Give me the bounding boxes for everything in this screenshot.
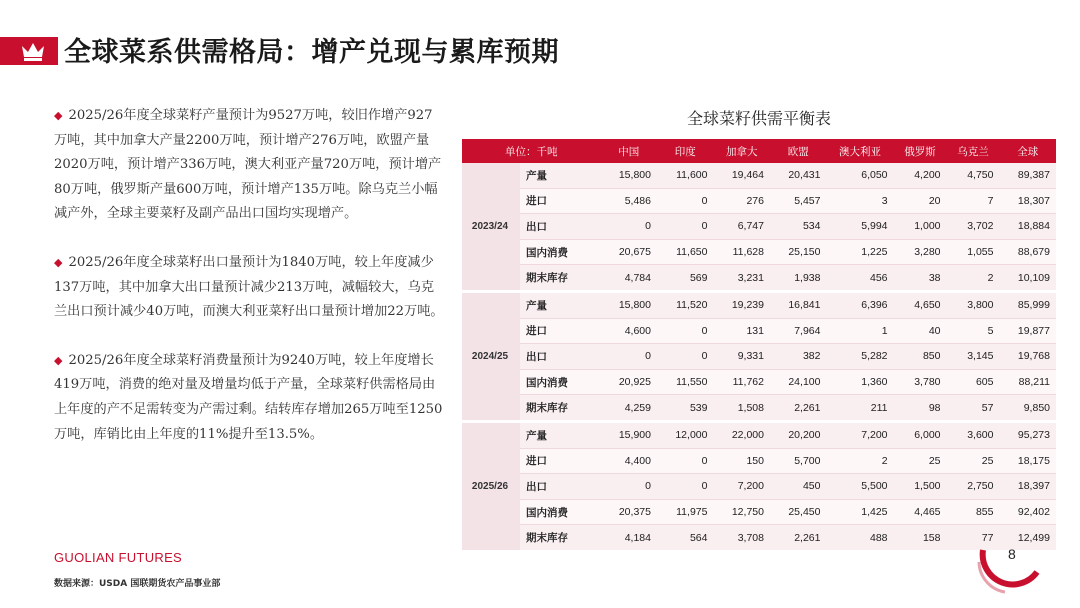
value-cell: 15,800 xyxy=(600,163,657,188)
value-cell: 9,850 xyxy=(999,395,1056,422)
value-cell: 11,762 xyxy=(713,369,770,395)
table-row xyxy=(462,421,1056,448)
value-cell: 3,145 xyxy=(947,344,1000,370)
value-cell: 3,231 xyxy=(713,265,770,292)
item-cell: 产量 xyxy=(520,421,600,448)
value-cell: 19,877 xyxy=(999,318,1056,344)
value-cell: 22,000 xyxy=(713,421,770,448)
table-row xyxy=(462,474,1056,500)
value-cell: 15,900 xyxy=(600,421,657,448)
value-cell: 20,375 xyxy=(600,499,657,525)
value-cell: 11,600 xyxy=(657,163,714,188)
column-header: 俄罗斯 xyxy=(894,139,947,163)
value-cell: 12,750 xyxy=(713,499,770,525)
diamond-bullet-icon: ◆ xyxy=(54,255,63,269)
value-cell: 0 xyxy=(657,474,714,500)
value-cell: 25,450 xyxy=(770,499,827,525)
value-cell: 20,431 xyxy=(770,163,827,188)
value-cell: 0 xyxy=(657,344,714,370)
value-cell: 7 xyxy=(947,188,1000,214)
value-cell: 1,425 xyxy=(826,499,893,525)
value-cell: 5,457 xyxy=(770,188,827,214)
value-cell: 2,261 xyxy=(770,525,827,552)
value-cell: 5 xyxy=(947,318,1000,344)
crown-icon xyxy=(20,40,46,62)
table-row xyxy=(462,318,1056,344)
bullet-text: 2025/26年度全球菜籽消费量预计为9240万吨，较上年度增长419万吨，消费的绝对量及增量均低于产量，全球菜籽供需格局由上年度的产不足需转变为产需过剩。结转库存增加265万吨至1250万吨，库销比由上年度的11%提升至13.5%。 xyxy=(54,352,443,442)
value-cell: 1,500 xyxy=(894,474,947,500)
value-cell: 211 xyxy=(826,395,893,422)
value-cell: 3 xyxy=(826,188,893,214)
value-cell: 534 xyxy=(770,214,827,240)
value-cell: 88,211 xyxy=(999,369,1056,395)
value-cell: 0 xyxy=(600,474,657,500)
table-body xyxy=(462,163,1056,551)
value-cell: 7,200 xyxy=(826,421,893,448)
brand-name: GUOLIAN FUTURES xyxy=(54,550,183,565)
period-cell: 2023/24 xyxy=(462,163,520,291)
value-cell: 3,600 xyxy=(947,421,1000,448)
item-cell: 期末库存 xyxy=(520,525,600,552)
value-cell: 4,200 xyxy=(894,163,947,188)
item-cell: 期末库存 xyxy=(520,265,600,292)
value-cell: 20,925 xyxy=(600,369,657,395)
column-header: 乌克兰 xyxy=(947,139,1000,163)
value-cell: 569 xyxy=(657,265,714,292)
value-cell: 2,261 xyxy=(770,395,827,422)
diamond-bullet-icon: ◆ xyxy=(54,353,63,367)
column-header: 加拿大 xyxy=(713,139,770,163)
value-cell: 12,000 xyxy=(657,421,714,448)
value-cell: 488 xyxy=(826,525,893,552)
value-cell: 2 xyxy=(947,265,1000,292)
supply-demand-table xyxy=(462,139,1056,553)
value-cell: 11,650 xyxy=(657,239,714,265)
value-cell: 158 xyxy=(894,525,947,552)
item-cell: 进口 xyxy=(520,188,600,214)
value-cell: 131 xyxy=(713,318,770,344)
value-cell: 1,508 xyxy=(713,395,770,422)
item-cell: 进口 xyxy=(520,448,600,474)
value-cell: 456 xyxy=(826,265,893,292)
item-cell: 国内消费 xyxy=(520,369,600,395)
item-cell: 产量 xyxy=(520,291,600,318)
item-cell: 出口 xyxy=(520,344,600,370)
value-cell: 0 xyxy=(657,448,714,474)
value-cell: 6,396 xyxy=(826,291,893,318)
item-cell: 进口 xyxy=(520,318,600,344)
value-cell: 4,600 xyxy=(600,318,657,344)
page-number: 8 xyxy=(1008,546,1016,562)
value-cell: 5,500 xyxy=(826,474,893,500)
value-cell: 3,702 xyxy=(947,214,1000,240)
value-cell: 40 xyxy=(894,318,947,344)
value-cell: 3,780 xyxy=(894,369,947,395)
value-cell: 25 xyxy=(947,448,1000,474)
value-cell: 276 xyxy=(713,188,770,214)
value-cell: 855 xyxy=(947,499,1000,525)
value-cell: 3,708 xyxy=(713,525,770,552)
data-source: 数据来源：USDA 国联期货农产品事业部 xyxy=(54,579,221,589)
value-cell: 0 xyxy=(657,214,714,240)
table-row xyxy=(462,163,1056,188)
item-cell: 产量 xyxy=(520,163,600,188)
table-row xyxy=(462,344,1056,370)
value-cell: 57 xyxy=(947,395,1000,422)
value-cell: 18,397 xyxy=(999,474,1056,500)
value-cell: 1,360 xyxy=(826,369,893,395)
value-cell: 25,150 xyxy=(770,239,827,265)
diamond-bullet-icon: ◆ xyxy=(54,109,63,122)
value-cell: 11,975 xyxy=(657,499,714,525)
value-cell: 95,273 xyxy=(999,421,1056,448)
value-cell: 0 xyxy=(600,344,657,370)
value-cell: 6,050 xyxy=(826,163,893,188)
period-cell: 2025/26 xyxy=(462,421,520,551)
value-cell: 4,184 xyxy=(600,525,657,552)
table-row xyxy=(462,499,1056,525)
value-cell: 5,700 xyxy=(770,448,827,474)
value-cell: 16,841 xyxy=(770,291,827,318)
value-cell: 1,225 xyxy=(826,239,893,265)
value-cell: 4,400 xyxy=(600,448,657,474)
value-cell: 2 xyxy=(826,448,893,474)
column-header: 印度 xyxy=(657,139,714,163)
value-cell: 77 xyxy=(947,525,1000,552)
value-cell: 10,109 xyxy=(999,265,1056,292)
bullet-item xyxy=(54,349,444,447)
value-cell: 15,800 xyxy=(600,291,657,318)
value-cell: 450 xyxy=(770,474,827,500)
bullet-text: 2025/26年度全球菜籽出口量预计为1840万吨，较上年度减少137万吨，其中加拿大出口量预计减少213万吨，减幅较大，乌克兰出口预计减少40万吨，而澳大利亚菜籽出口量预计增加22万吨。 xyxy=(54,254,444,320)
table-row xyxy=(462,448,1056,474)
table-header-row xyxy=(462,139,1056,163)
value-cell: 88,679 xyxy=(999,239,1056,265)
item-cell: 国内消费 xyxy=(520,239,600,265)
value-cell: 4,650 xyxy=(894,291,947,318)
value-cell: 850 xyxy=(894,344,947,370)
item-cell: 国内消费 xyxy=(520,499,600,525)
value-cell: 18,307 xyxy=(999,188,1056,214)
value-cell: 5,486 xyxy=(600,188,657,214)
bullet-list xyxy=(54,104,444,471)
value-cell: 12,499 xyxy=(999,525,1056,552)
bullet-item xyxy=(54,104,444,227)
bullet-item xyxy=(54,251,444,325)
table-row xyxy=(462,214,1056,240)
unit-header: 单位：千吨 xyxy=(462,139,600,163)
value-cell: 18,175 xyxy=(999,448,1056,474)
value-cell: 85,999 xyxy=(999,291,1056,318)
value-cell: 92,402 xyxy=(999,499,1056,525)
value-cell: 1,938 xyxy=(770,265,827,292)
value-cell: 5,282 xyxy=(826,344,893,370)
value-cell: 38 xyxy=(894,265,947,292)
value-cell: 4,750 xyxy=(947,163,1000,188)
value-cell: 19,239 xyxy=(713,291,770,318)
column-header: 中国 xyxy=(600,139,657,163)
value-cell: 150 xyxy=(713,448,770,474)
value-cell: 1 xyxy=(826,318,893,344)
value-cell: 0 xyxy=(657,318,714,344)
value-cell: 3,800 xyxy=(947,291,1000,318)
value-cell: 1,000 xyxy=(894,214,947,240)
value-cell: 25 xyxy=(894,448,947,474)
value-cell: 564 xyxy=(657,525,714,552)
value-cell: 3,280 xyxy=(894,239,947,265)
bullet-text: 2025/26年度全球菜籽产量预计为9527万吨，较旧作增产927万吨，其中加拿大产量2200万吨，预计增产276万吨，欧盟产量2020万吨，预计增产336万吨，澳大利亚产量720万吨，预计增产80万吨，俄罗斯产量600万吨，预计增产135万吨。除乌克兰小幅减产外，全球主要菜籽及副产品出口国均实现增产。 xyxy=(54,108,442,222)
value-cell: 89,387 xyxy=(999,163,1056,188)
page-arc-icon xyxy=(975,528,1045,598)
value-cell: 9,331 xyxy=(713,344,770,370)
table-row xyxy=(462,525,1056,552)
value-cell: 7,964 xyxy=(770,318,827,344)
column-header: 全球 xyxy=(999,139,1056,163)
column-header: 欧盟 xyxy=(770,139,827,163)
value-cell: 20,200 xyxy=(770,421,827,448)
item-cell: 出口 xyxy=(520,214,600,240)
item-cell: 期末库存 xyxy=(520,395,600,422)
value-cell: 24,100 xyxy=(770,369,827,395)
value-cell: 11,628 xyxy=(713,239,770,265)
value-cell: 11,550 xyxy=(657,369,714,395)
value-cell: 5,994 xyxy=(826,214,893,240)
value-cell: 1,055 xyxy=(947,239,1000,265)
value-cell: 6,747 xyxy=(713,214,770,240)
value-cell: 539 xyxy=(657,395,714,422)
value-cell: 605 xyxy=(947,369,1000,395)
table-row xyxy=(462,265,1056,292)
value-cell: 4,465 xyxy=(894,499,947,525)
value-cell: 20 xyxy=(894,188,947,214)
table-row xyxy=(462,369,1056,395)
table-row xyxy=(462,239,1056,265)
value-cell: 19,464 xyxy=(713,163,770,188)
table-title: 全球菜籽供需平衡表 xyxy=(686,109,831,128)
value-cell: 18,884 xyxy=(999,214,1056,240)
column-header: 澳大利亚 xyxy=(826,139,893,163)
table-row xyxy=(462,291,1056,318)
value-cell: 11,520 xyxy=(657,291,714,318)
table-row xyxy=(462,395,1056,422)
value-cell: 7,200 xyxy=(713,474,770,500)
value-cell: 19,768 xyxy=(999,344,1056,370)
value-cell: 98 xyxy=(894,395,947,422)
value-cell: 0 xyxy=(600,214,657,240)
value-cell: 4,259 xyxy=(600,395,657,422)
period-cell: 2024/25 xyxy=(462,291,520,421)
table-row xyxy=(462,188,1056,214)
value-cell: 6,000 xyxy=(894,421,947,448)
value-cell: 382 xyxy=(770,344,827,370)
value-cell: 2,750 xyxy=(947,474,1000,500)
item-cell: 出口 xyxy=(520,474,600,500)
value-cell: 20,675 xyxy=(600,239,657,265)
value-cell: 0 xyxy=(657,188,714,214)
value-cell: 4,784 xyxy=(600,265,657,292)
page-title: 全球菜系供需格局：增产兑现与累库预期 xyxy=(64,37,559,68)
